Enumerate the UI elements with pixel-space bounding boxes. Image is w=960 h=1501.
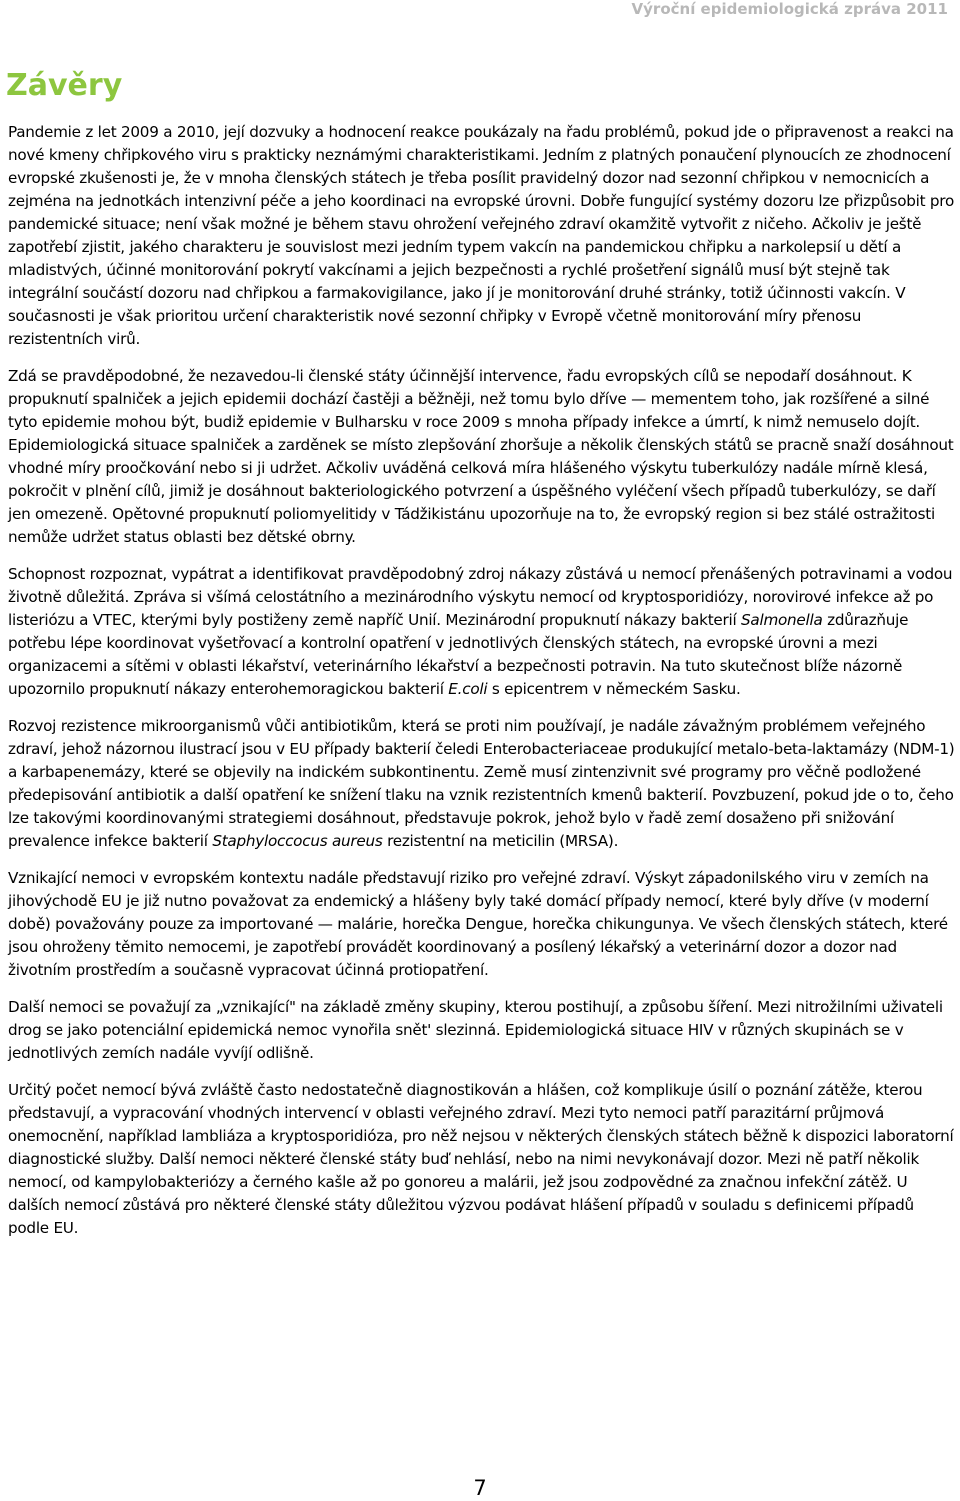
paragraph-influenza: Pandemie z let 2009 a 2010, její dozvuky a hodnocení reakce poukázaly na řadu problémů, pokud jde o připravenost a reakci na nové kmeny chřipkového viru s prakticky neznámými charakteristikami. Jedním z platných ponaučení plynoucích ze zhodnocení evropské zkušenosti je, že v mnoha členských státech je třeba posílit pravidelný dozor nad sezonní chřipkou v nemocnicích a zejména na jednotkách intenzivní péče a jeho koordinaci na evropské úrovni. Dobře fungující systémy dozoru lze přizpůsobit pro pandemické situace; není však možné je během stavu ohrožení veřejného zdraví okamžitě vytvořit z ničeho. Ačkoliv je ještě zapotřebí zjistit, jakého charakteru je souvislost mezi jedním typem vakcín na pandemickou chřipku a narkolepsií u dětí a mladistvých, účinné monitorování pokrytí vakcínami a jejich bezpečnosti a rychlé prošetření signálů musí být stejně tak integrální součástí dozoru nad chřipkou a farmakovigilance, jako jí je monitorování druhé stránky, totiž účinnosti vakcín. V současnosti je však prioritou určení charakteristik nové sezonní chřipky v Evropě včetně monitorování míry přenosu rezistentních virů. bbox=[8, 123, 954, 348]
paragraph-vaccination: Zdá se pravděpodobné, že nezavedou-li členské státy účinnější intervence, řadu evropských cílů se nepodaří dosáhnout. K propuknutí spalniček a jejich epidemii dochází častěji a běžněji, než tomu bylo dříve — mementem toho, jak rozšířené a silné tyto epidemie mohou být, budiž epidemie v Bulharsku v roce 2009 s mnoha případy infekce a úmrtí, k nimž nemuselo dojít. Epidemiologická situace spalniček a zarděnek se místo zlepšování zhoršuje a několik členských států se pracně snaží dosáhnout vhodné míry proočkování nebo si ji udržet. Ačkoliv uváděná celková míra hlášeného výskytu tuberkulózy nadále mírně klesá, pokročit v plnění cílů, jimiž je dosáhnout bakteriologického potvrzení a úspěšného vyléčení všech případů tuberkulózy, se daří jen omezeně. Opětovné propuknutí poliomyelitidy v Tádžikistánu upozorňuje na to, že evropský region si bez stálé ostražitosti nemůže udržet status oblasti bez dětské obrny. bbox=[8, 367, 954, 546]
italic-term-ecoli: E.coli bbox=[448, 680, 488, 698]
page-title: Závěry bbox=[6, 68, 123, 103]
paragraph-food-waterborne bbox=[8, 563, 958, 701]
running-header: Výroční epidemiologická zpráva 2011 bbox=[631, 0, 948, 18]
paragraph-text: s epicentrem v německém Sasku. bbox=[487, 680, 741, 698]
paragraph-antimicrobial-resistance bbox=[8, 715, 958, 853]
italic-term-salmonella: Salmonella bbox=[741, 611, 823, 629]
paragraph-text: Rozvoj rezistence mikroorganismů vůči antibiotikům, která se proti nim používají, je nadále závažným problémem veřejného zdraví, jehož názornou ilustrací jsou v EU případy bakterií čeledi Enterobacteriaceae produkující metalo-beta-laktamázy (NDM-1) a karbapenemázy, které se objevily na indickém subkontinentu. Země musí zintenzivnit své programy pro věčně podložené předepisování antibiotik a další opatření ke snížení tlaku na vznik rezistentních kmenů bakterií. Povzbuzení, pokud jde o to, čeho lze takovými koordinovanými strategiemi dosáhnout, představuje pokrok, jehož bylo v řadě zemí dosaženo při snižování prevalence infekce bakterií bbox=[8, 717, 955, 850]
paragraph-text: Schopnost rozpoznat, vypátrat a identifikovat pravděpodobný zdroj nákazy zůstává u nemocí přenášených potravinami a vodou životně důležitá. Zpráva si všímá celostátního a mezinárodního výskytu nemocí od kryptosporidiózy, norovirové infekce až po listeriózu a VTEC, kterými byly postiženy země napříč Unií. Mezinárodní propuknutí nákazy bakterií bbox=[8, 565, 953, 629]
paragraph-emerging-diseases: Vznikající nemoci v evropském kontextu nadále představují riziko pro veřejné zdraví. Výskyt západonilského viru v zemích na jihovýchodě EU je již nutno považovat za endemický a hlášeny byly také domácí případy nemocí, které byly dříve (v moderní době) považovány pouze za importované — malárie, horečka Dengue, horečka chikungunya. Ve všech členských státech, které jsou ohroženy těmito nemocemi, je zapotřebí provádět koordinovaný a posílený lékařský a veterinární dozor a dozor nad životním prostředím a současně vypracovat účinná protiopatření. bbox=[8, 869, 948, 979]
main-content bbox=[8, 121, 958, 1254]
paragraph-other-emerging: Další nemoci se považují za „vznikající" na základě změny skupiny, kterou postihují, a způsobu šíření. Mezi nitrožilními uživateli drog se jako potenciální epidemická nemoc vynořila snět' slezinná. Epidemiologická situace HIV v různých skupinách se v jednotlivých zemích nadále vyvíjí odlišně. bbox=[8, 998, 943, 1062]
italic-term-staphylococcus: Staphyloccocus aureus bbox=[212, 832, 383, 850]
paragraph-text: rezistentní na meticilin (MRSA). bbox=[382, 832, 619, 850]
paragraph-text: zdůrazňuje potřebu lépe koordinovat vyšetřovací a kontrolní opatření v jednotlivých členských státech, na evropské úrovni a mezi organizacemi a sítěmi v oblasti lékařství, veterinárního lékařství a bezpečnosti potravin. Na tuto skutečnost blíže názorně upozornilo propuknutí nákazy enterohemoragickou bakterií bbox=[8, 611, 909, 698]
page-number: 7 bbox=[473, 1476, 487, 1500]
paragraph-underreporting: Určitý počet nemocí bývá zvláště často nedostatečně diagnostikován a hlášen, což komplikuje úsilí o poznání zátěže, kterou představují, a vypracování vhodných intervencí v oblasti veřejného zdraví. Mezi tyto nemoci patří parazitární průjmová onemocnění, například lambliáza a kryptosporidióza, pro něž nejsou v některých členských státech běžně k dispozici laboratorní diagnostické služby. Další nemoci některé členské státy buď nehlásí, nebo na nimi nevykonávají dozor. Mezi ně patří několik nemocí, od kampylobakteriózy a černého kašle až po gonoreu a malárii, jež jsou zodpovědné za značnou infekční zátěž. U dalších nemocí zůstává pro některé členské státy důležitou výzvou podávat hlášení případů v souladu s definicemi případů podle EU. bbox=[8, 1081, 954, 1237]
